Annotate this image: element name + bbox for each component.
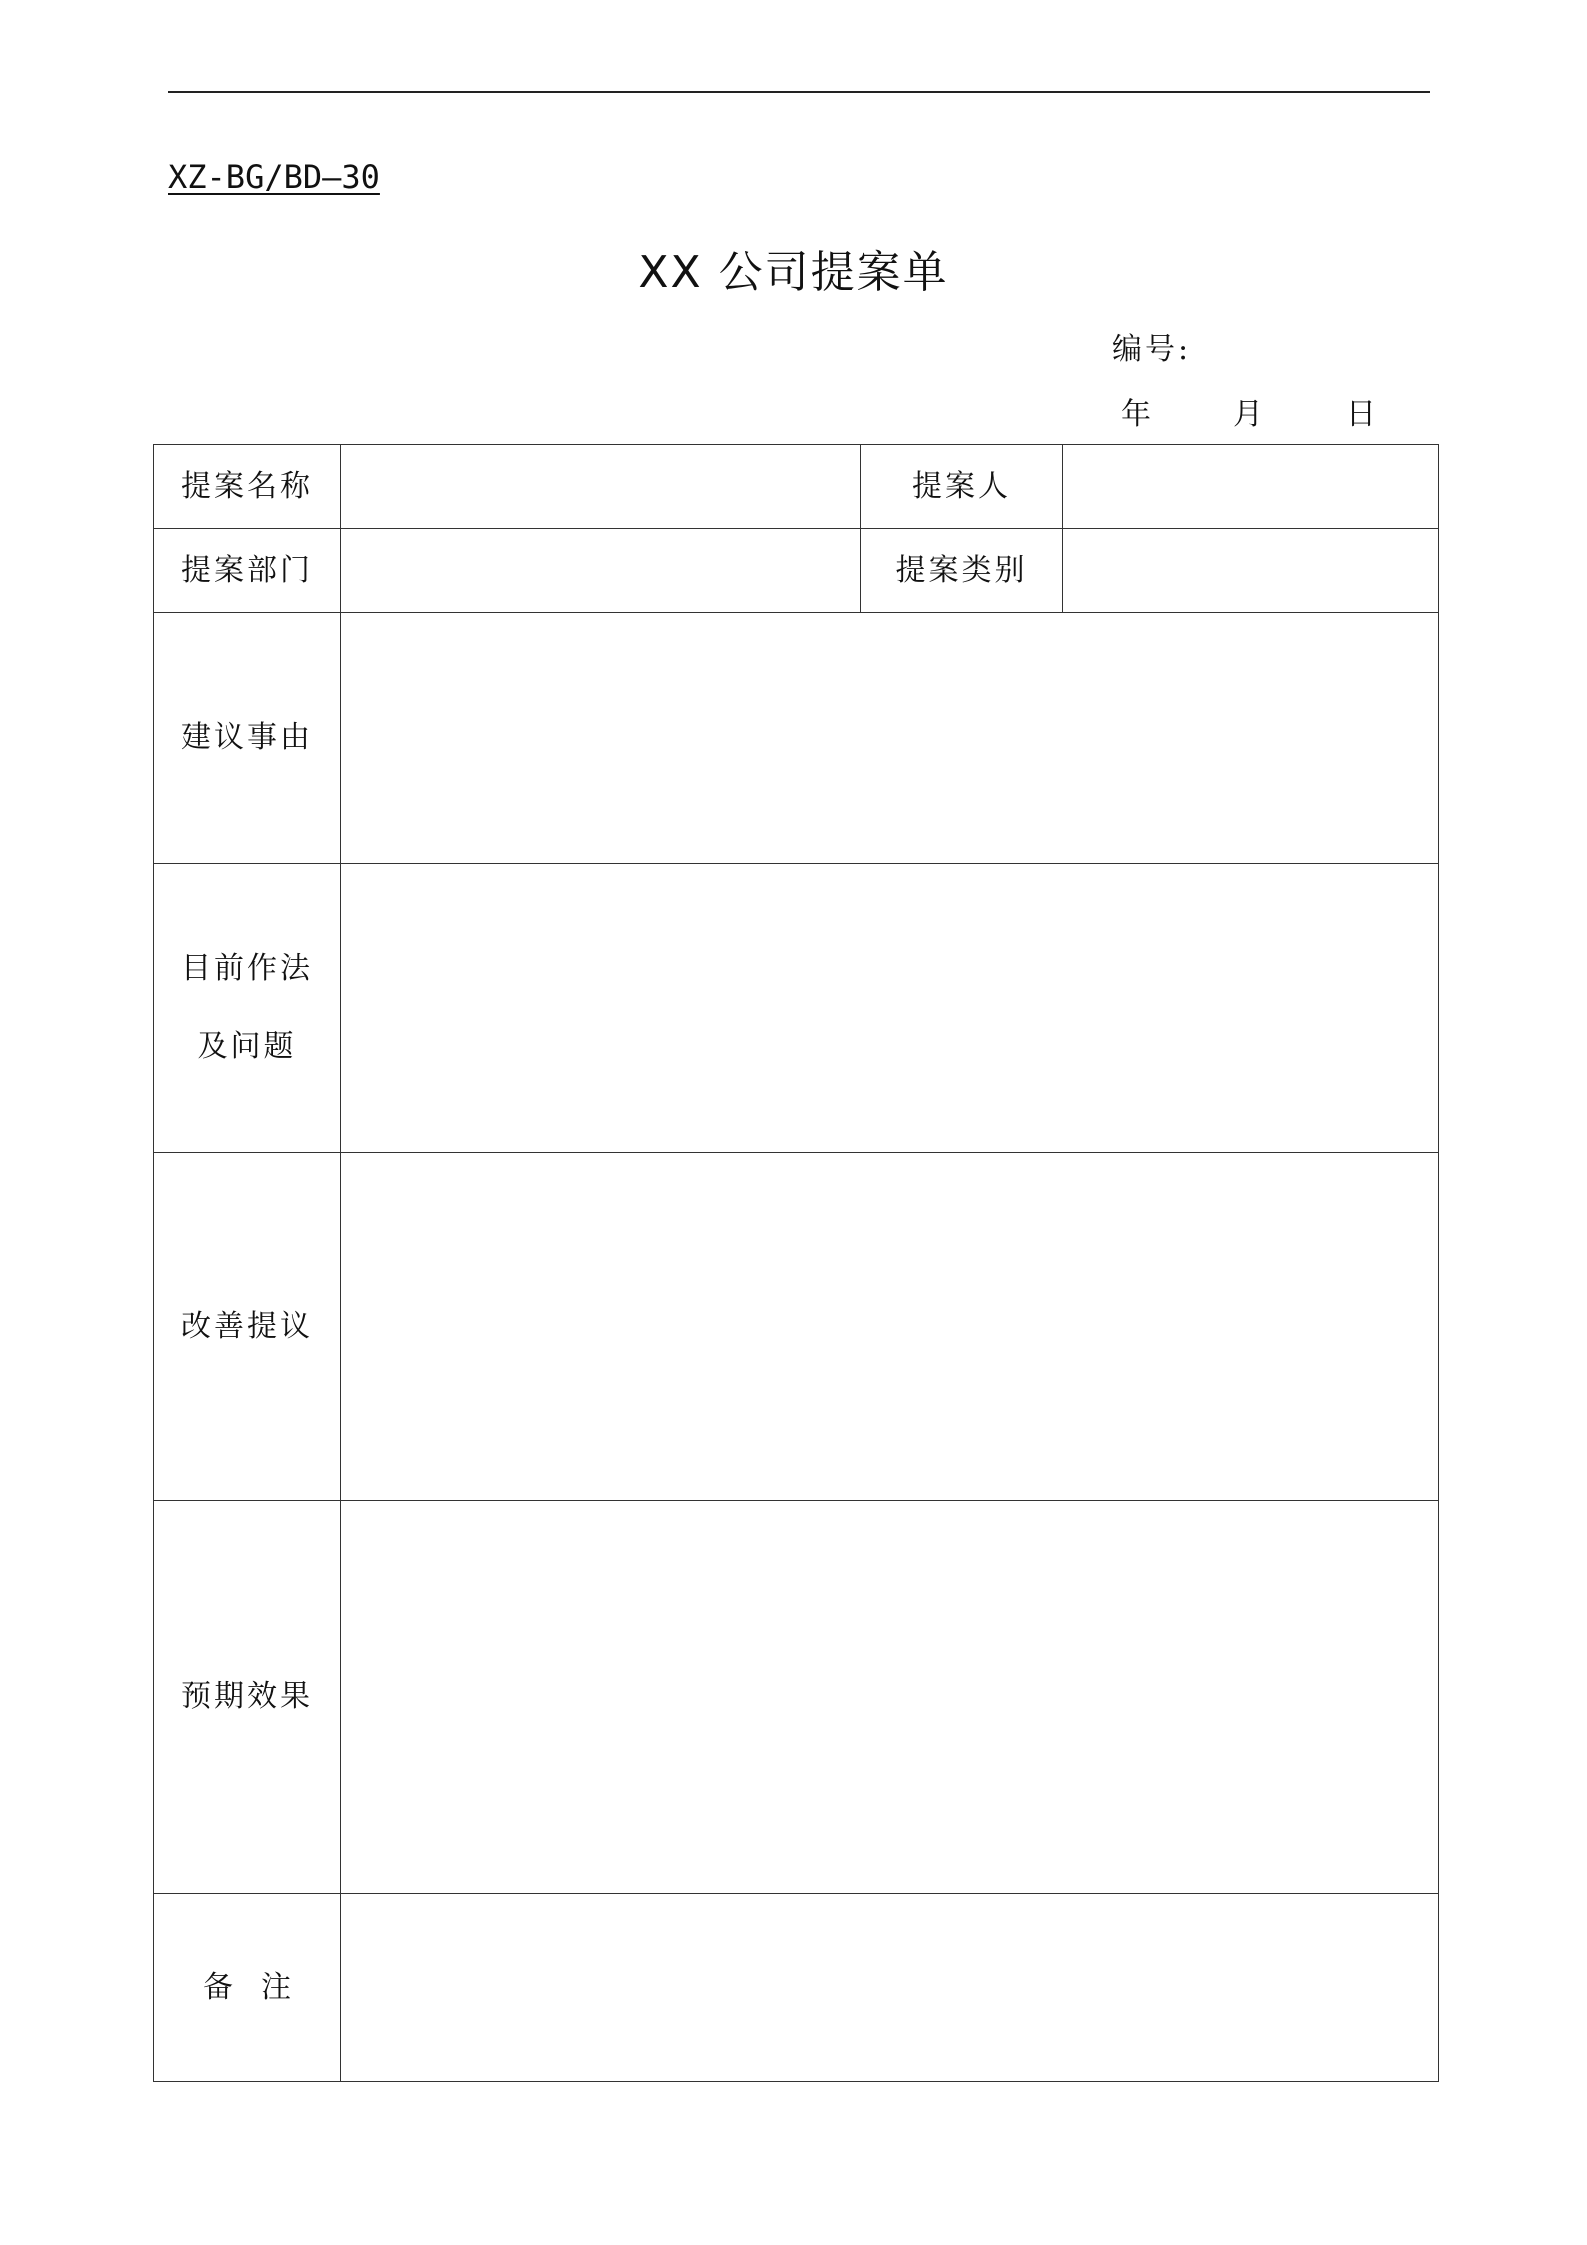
date-day-label: 日: [1346, 397, 1376, 432]
reason-label: 建议事由: [154, 613, 341, 864]
current-practice-label: [154, 864, 341, 1153]
document-code: XZ-BG/BD—30: [168, 158, 380, 196]
expected-effect-field[interactable]: [341, 1501, 1439, 1894]
improvement-field[interactable]: [341, 1153, 1439, 1501]
proposal-form-table: [153, 444, 1439, 2082]
remarks-field[interactable]: [341, 1894, 1439, 2082]
table-row-remarks: [154, 1894, 1439, 2082]
serial-number-label: 编号:: [1112, 332, 1192, 367]
current-practice-label-line1: 目前作法: [181, 951, 313, 986]
proposer-field[interactable]: [1063, 445, 1439, 529]
table-row-current-practice: [154, 864, 1439, 1153]
date-year-label: 年: [1121, 397, 1151, 432]
expected-effect-label: 预期效果: [154, 1501, 341, 1894]
page-title: XX 公司提案单: [638, 247, 949, 298]
proposer-label: 提案人: [861, 445, 1063, 529]
table-row-name: [154, 445, 1439, 529]
improvement-label: 改善提议: [154, 1153, 341, 1501]
table-row-reason: [154, 613, 1439, 864]
current-practice-field[interactable]: [341, 864, 1439, 1153]
proposal-category-field[interactable]: [1063, 529, 1439, 613]
table-row-improvement: [154, 1153, 1439, 1501]
date-month-label: 月: [1233, 397, 1263, 432]
proposal-name-field[interactable]: [341, 445, 861, 529]
table-row-effect: [154, 1501, 1439, 1894]
proposal-department-field[interactable]: [341, 529, 861, 613]
reason-field[interactable]: [341, 613, 1439, 864]
remarks-label: 备注: [154, 1894, 341, 2082]
proposal-category-label: 提案类别: [861, 529, 1063, 613]
table-row-department: [154, 529, 1439, 613]
header-rule: [168, 91, 1430, 93]
proposal-name-label: 提案名称: [154, 445, 341, 529]
current-practice-label-line2: 及问题: [197, 1029, 297, 1064]
proposal-department-label: 提案部门: [154, 529, 341, 613]
